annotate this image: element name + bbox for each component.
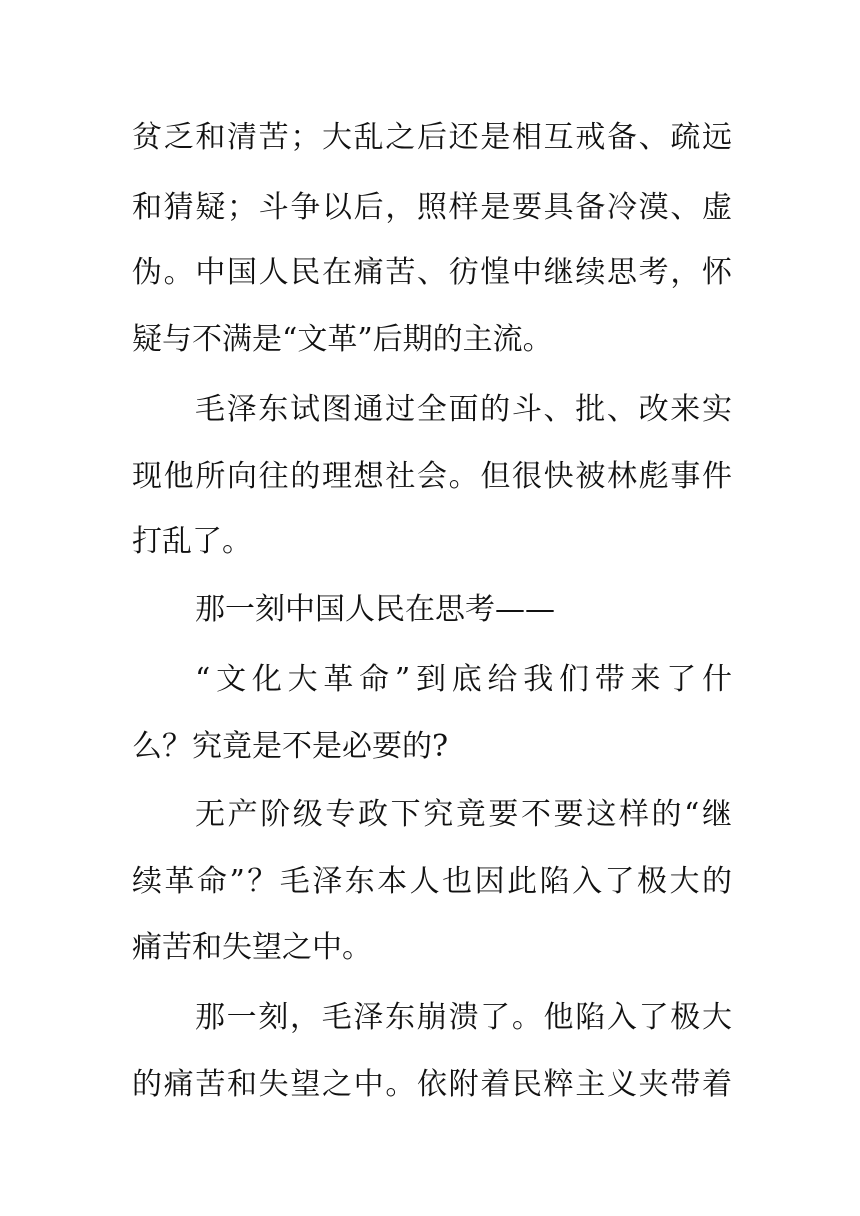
paragraph-first-line: 那一刻中国人民在思考——	[195, 592, 555, 627]
paragraph-first-line: 无产阶级专政下究竟要不要这样的“继	[195, 797, 732, 832]
paragraph-first-line: 那一刻，毛泽东崩溃了。他陷入了极大	[195, 1000, 732, 1035]
text-line: 现他所向往的理想社会。但很快被林彪事件	[132, 459, 732, 494]
text-line: 和猜疑；斗争以后，照样是要具备冷漠、虚	[132, 190, 732, 225]
text-line: 续革命”？毛泽东本人也因此陷入了极大的	[132, 864, 732, 899]
paragraph-first-line: “文化大革命”到底给我们带来了什	[195, 662, 732, 697]
text-line: 打乱了。	[132, 524, 252, 559]
text-line: 的痛苦和失望之中。依附着民粹主义夹带着	[132, 1067, 732, 1102]
text-line: 么？究竟是不是必要的?	[132, 729, 449, 764]
text-line: 贫乏和清苦；大乱之后还是相互戒备、疏远	[132, 120, 732, 155]
paragraph-first-line: 毛泽东试图通过全面的斗、批、改来实	[195, 392, 732, 427]
text-line: 伪。中国人民在痛苦、彷惶中继续思考，怀	[132, 255, 732, 290]
text-line: 疑与不满是“文革”后期的主流。	[132, 322, 553, 357]
text-line: 痛苦和失望之中。	[132, 930, 372, 965]
